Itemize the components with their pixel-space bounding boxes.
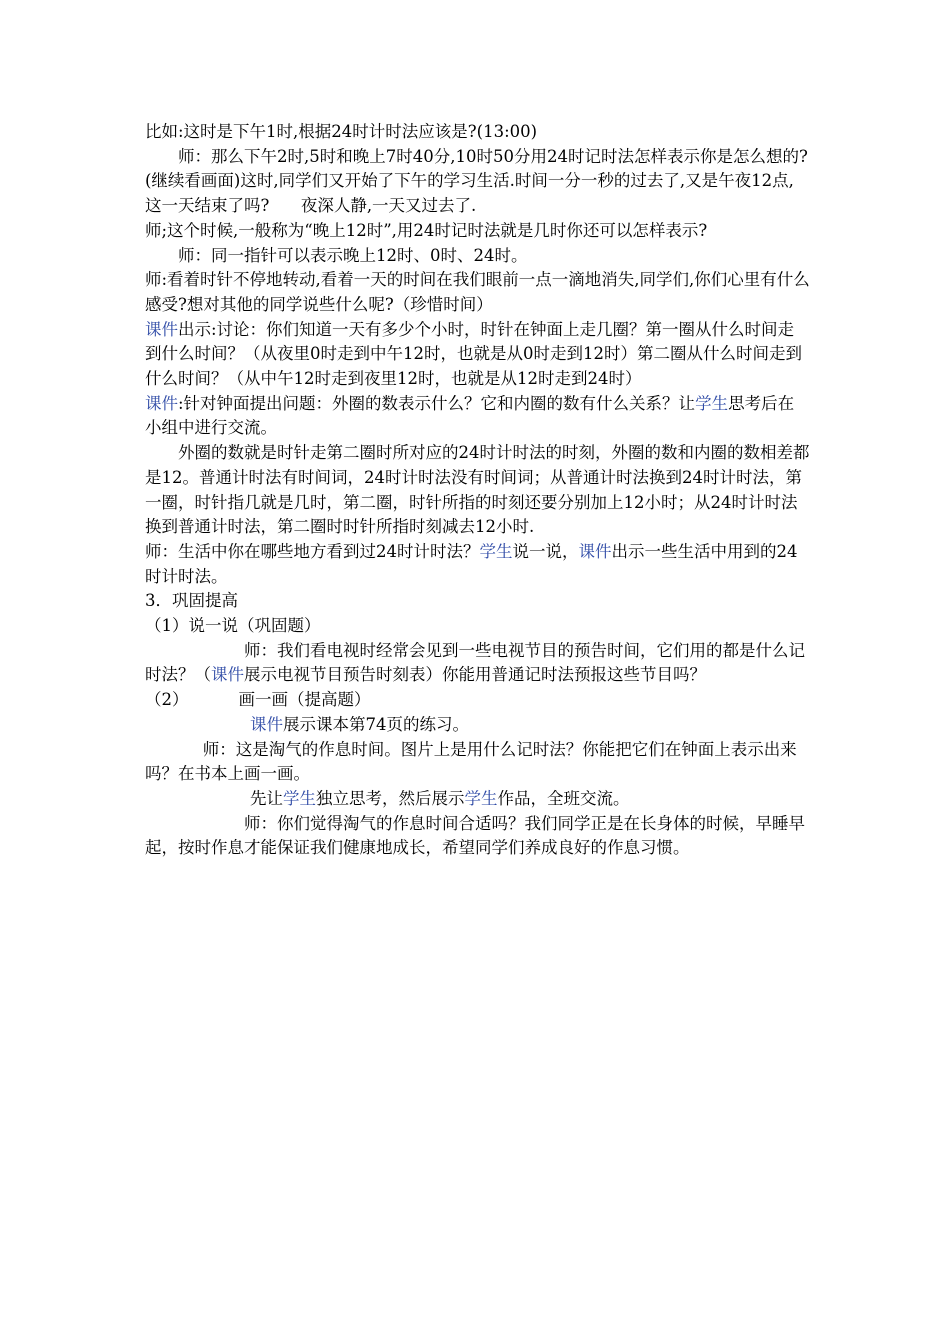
paragraph: 师：那么下午2时,5时和晚上7时40分,10时50分用24时记时法怎样表示你是怎么想的? — [178, 146, 808, 166]
courseware-link[interactable]: 课件 — [250, 714, 283, 734]
paragraph-text: 出示一些生活中用到的24时计时法。 — [145, 541, 798, 586]
paragraph: 外圈的数就是时针走第二圈时所对应的24时计时法的时刻，外圈的数和内圈的数相差都是12。普通计时法有时间词，24时计时法没有时间词；从普通计时法换到24时计时法，第一圈，时针指几就是几时，第二圈，时针所指的时刻还要分别加上12小时；从24时计时法换到普通计时法，第二圈时时针所指时刻减去12小时. — [145, 443, 810, 537]
paragraph-text: 师：我们看电视时经常会见到一些电视节目的预告时间，它们用的都是什么记时法？（ — [145, 640, 805, 685]
paragraph-text: 独立思考，然后展示 — [316, 788, 465, 808]
paragraph-text: 出示:讨论：你们知道一天有多少个小时，时针在钟面上走几圈？第一圈从什么时间走到什么时间？（从夜里0时走到中午12时，也就是从0时走到12时）第二圈从什么时间走到什么时间？（从中午12时走到夜里12时，也就是从12时走到24时） — [145, 319, 802, 389]
subsection-number: （2） — [145, 690, 189, 710]
student-link[interactable]: 学生 — [479, 541, 513, 561]
paragraph — [145, 540, 810, 589]
student-link[interactable]: 学生 — [283, 788, 316, 808]
student-link[interactable]: 学生 — [464, 788, 498, 808]
paragraph: 师：这是淘气的作息时间。图片上是用什么记时法？你能把它们在钟面上表示出来吗？在书本上画一画。 — [145, 739, 797, 784]
paragraph-text: 展示课本第74页的练习。 — [283, 714, 469, 734]
paragraph: (继续看画面)这时,同学们又开始了下午的学习生活.时间一分一秒的过去了,又是午夜12点,这一天结束了吗? 夜深人静,一天又过去了. — [145, 171, 794, 216]
paragraph: 师：你们觉得淘气的作息时间合适吗？我们同学正是在长身体的时候，早睡早起，按时作息才能保证我们健康地成长，希望同学们养成良好的作息习惯。 — [145, 813, 805, 858]
paragraph — [145, 787, 810, 812]
paragraph — [145, 639, 810, 688]
paragraph-text: 说一说， — [512, 541, 579, 561]
paragraph-text: :针对钟面提出问题：外圈的数表示什么？它和内圈的数有什么关系？让 — [178, 393, 696, 413]
paragraph: 师：同一指针可以表示晚上12时、0时、24时。 — [178, 245, 528, 265]
paragraph: 比如:这时是下午1时,根据24时计时法应该是?(13:00) — [145, 122, 538, 141]
paragraph: 师:看着时针不停地转动,看着一天的时间在我们眼前一点一滴地消失,同学们,你们心里有什么感受?想对其他的同学说些什么呢?（珍惜时间） — [145, 270, 810, 314]
subsection-heading: （1）说一说（巩固题） — [145, 616, 321, 636]
document-body — [145, 120, 810, 861]
paragraph-text: 师：生活中你在哪些地方看到过24时计时法？ — [145, 541, 480, 561]
courseware-link[interactable]: 课件 — [211, 665, 244, 685]
subsection-title: 画一画（提高题） — [238, 690, 371, 710]
section-heading: 3．巩固提高 — [145, 591, 238, 611]
courseware-link[interactable]: 课件 — [145, 393, 178, 413]
courseware-link[interactable]: 课件 — [578, 541, 612, 561]
subsection-heading — [145, 688, 810, 713]
paragraph: 师;这个时候,一般称为“晚上12时”,用24时记时法就是几时你还可以怎样表示? — [145, 220, 708, 240]
student-link[interactable]: 学生 — [695, 393, 729, 413]
paragraph — [145, 713, 810, 738]
paragraph-text: 先让 — [250, 788, 283, 808]
paragraph-text: 作品，全班交流。 — [497, 788, 630, 808]
paragraph-text: 展示电视节目预告时刻表）你能用普通记时法预报这些节目吗？ — [244, 665, 706, 685]
paragraph-text: 思考后在小组中进行交流。 — [145, 393, 795, 438]
paragraph — [145, 318, 810, 392]
courseware-link[interactable]: 课件 — [145, 319, 178, 339]
paragraph — [145, 392, 810, 441]
